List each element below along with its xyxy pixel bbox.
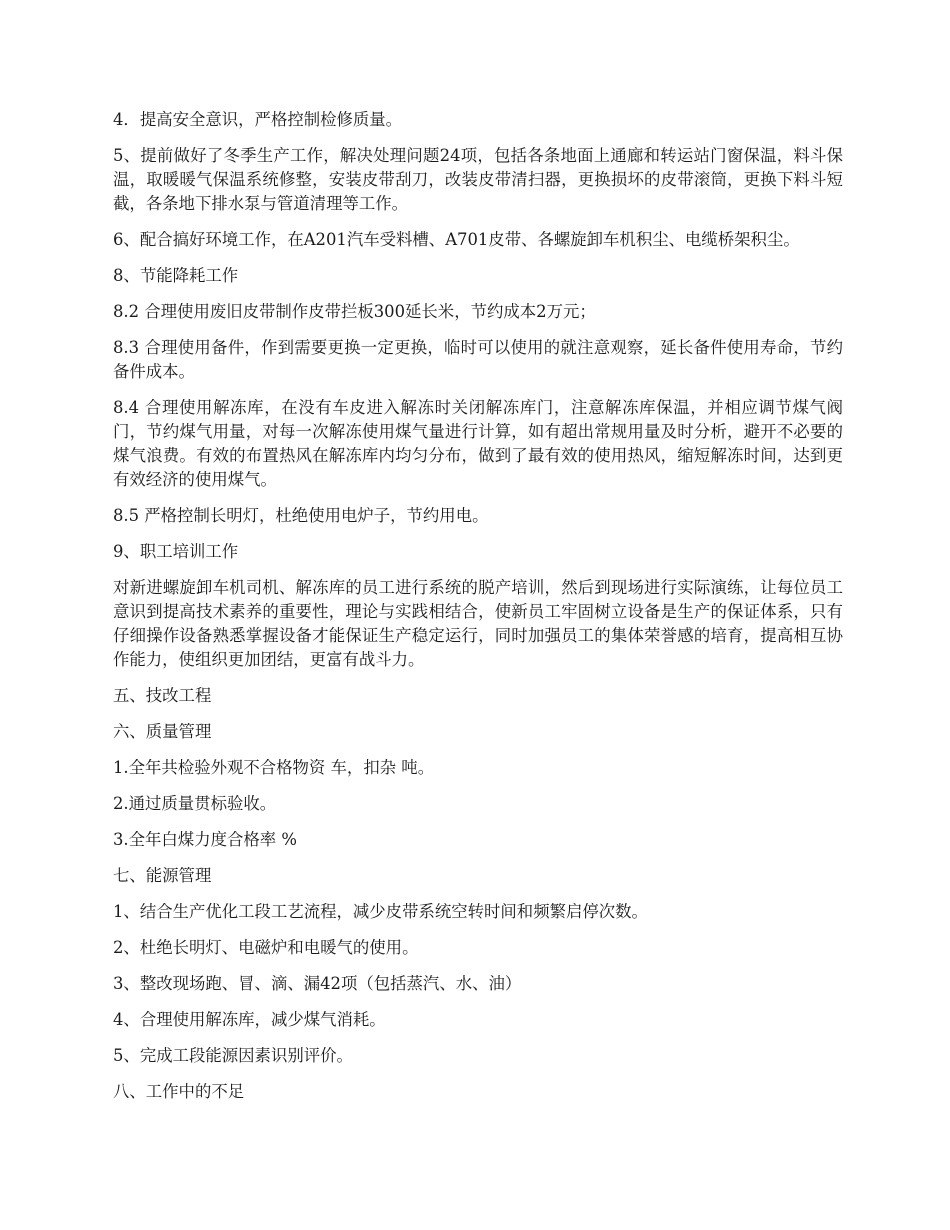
energy-item-2: 2、杜绝长明灯、电磁炉和电暖气的使用。 xyxy=(113,938,419,957)
section-training-heading: 9、职工培训工作 xyxy=(113,542,239,561)
section-technical-renovation-heading: 五、技改工程 xyxy=(113,686,212,705)
energy-item-5: 5、完成工段能源因素识别评价。 xyxy=(113,1046,353,1065)
training-paragraph: 对新进螺旋卸车机司机、解冻库的员工进行系统的脱产培训，然后到现场进行实际演练，让每位员工意识到提高技术素养的重要性，理论与实践相结合，使新员工牢固树立设备是生产的保证体系，只有仔细操作设备熟悉掌握设备才能保证生产稳定运行，同时加强员工的集体荣誉感的培育，提高相互协作能力，使组织更加团结，更富有战斗力。 xyxy=(113,578,843,669)
section-shortcomings-heading: 八、工作中的不足 xyxy=(113,1082,245,1101)
item-winter-production: 5、提前做好了冬季生产工作，解决处理问题24项，包括各条地面上通廊和转运站门窗保温，料斗保温，取暖暖气保温系统修整，安装皮带刮刀，改装皮带清扫器，更换损坏的皮带滚筒，更换下料斗短截，各条地下排水泵与管道清理等工作。 xyxy=(113,146,843,213)
item-safety-awareness: 4．提高安全意识，严格控制检修质量。 xyxy=(113,110,403,129)
item-8-4-thawing-warehouse: 8.4 合理使用解冻库，在没有车皮进入解冻时关闭解冻库门，注意解冻库保温，并相应调节煤气阀门，节约煤气用量，对每一次解冻使用煤气量进行计算，如有超出常规用量及时分析，避开不必要的煤气浪费。有效的布置热风在解冻库内均匀分布，做到了最有效的使用热风，缩短解冻时间，达到更有效经济的使用煤气。 xyxy=(113,398,843,489)
section-quality-management-heading: 六、质量管理 xyxy=(113,722,212,741)
document-page xyxy=(113,108,843,1116)
quality-item-3: 3.全年白煤力度合格率 % xyxy=(113,830,297,849)
item-8-3-spare-parts: 8.3 合理使用备件，作到需要更换一定更换，临时可以使用的就注意观察，延长备件使用寿命，节约备件成本。 xyxy=(113,338,843,381)
item-environment-work: 6、配合搞好环境工作，在A201汽车受料槽、A701皮带、各螺旋卸车机积尘、电缆桥架积尘。 xyxy=(113,230,800,249)
item-8-2-belt-baffle: 8.2 合理使用废旧皮带制作皮带拦板300延长米，节约成本2万元； xyxy=(113,302,596,321)
quality-item-1: 1.全年共检验外观不合格物资 车，扣杂 吨。 xyxy=(113,758,435,777)
energy-item-4: 4、合理使用解冻库，减少煤气消耗。 xyxy=(113,1010,386,1029)
section-energy-saving-heading: 8、节能降耗工作 xyxy=(113,266,239,285)
energy-item-3: 3、整改现场跑、冒、滴、漏42项（包括蒸汽、水、油） xyxy=(113,974,522,993)
quality-item-2: 2.通过质量贯标验收。 xyxy=(113,794,277,813)
item-8-5-lights: 8.5 严格控制长明灯，杜绝使用电炉子，节约用电。 xyxy=(113,506,489,525)
energy-item-1: 1、结合生产优化工段工艺流程，减少皮带系统空转时间和频繁启停次数。 xyxy=(113,902,648,921)
section-energy-management-heading: 七、能源管理 xyxy=(113,866,212,885)
